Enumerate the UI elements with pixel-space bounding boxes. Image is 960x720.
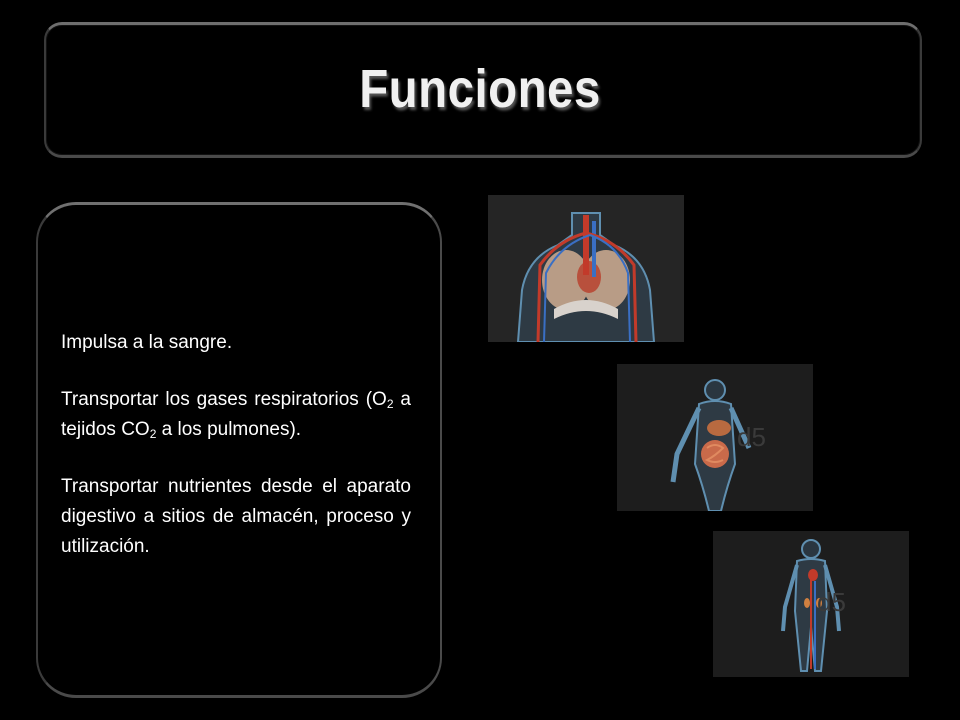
watermark: d5	[817, 587, 846, 617]
text-content	[61, 328, 411, 589]
chest-anatomy-image	[488, 195, 684, 342]
paragraph-transport-nutrients: Transportar nutrientes desde el aparato digestivo a sitios de almacén, proceso y utilización.	[61, 476, 411, 557]
circulatory-system-icon	[713, 531, 909, 677]
digestive-system-icon	[617, 364, 813, 511]
circulatory-system-image	[713, 531, 909, 677]
slide-title: Funciones	[359, 59, 601, 119]
paragraph-pump-blood: Impulsa a la sangre.	[61, 332, 233, 353]
watermark: d5	[737, 422, 766, 452]
chest-anatomy-icon	[488, 195, 684, 342]
digestive-system-image	[617, 364, 813, 511]
paragraph-transport-gases: Transportar los gases respiratorios ($O_2$ a tejidos $CO_2$ a los pulmones).	[61, 389, 411, 441]
